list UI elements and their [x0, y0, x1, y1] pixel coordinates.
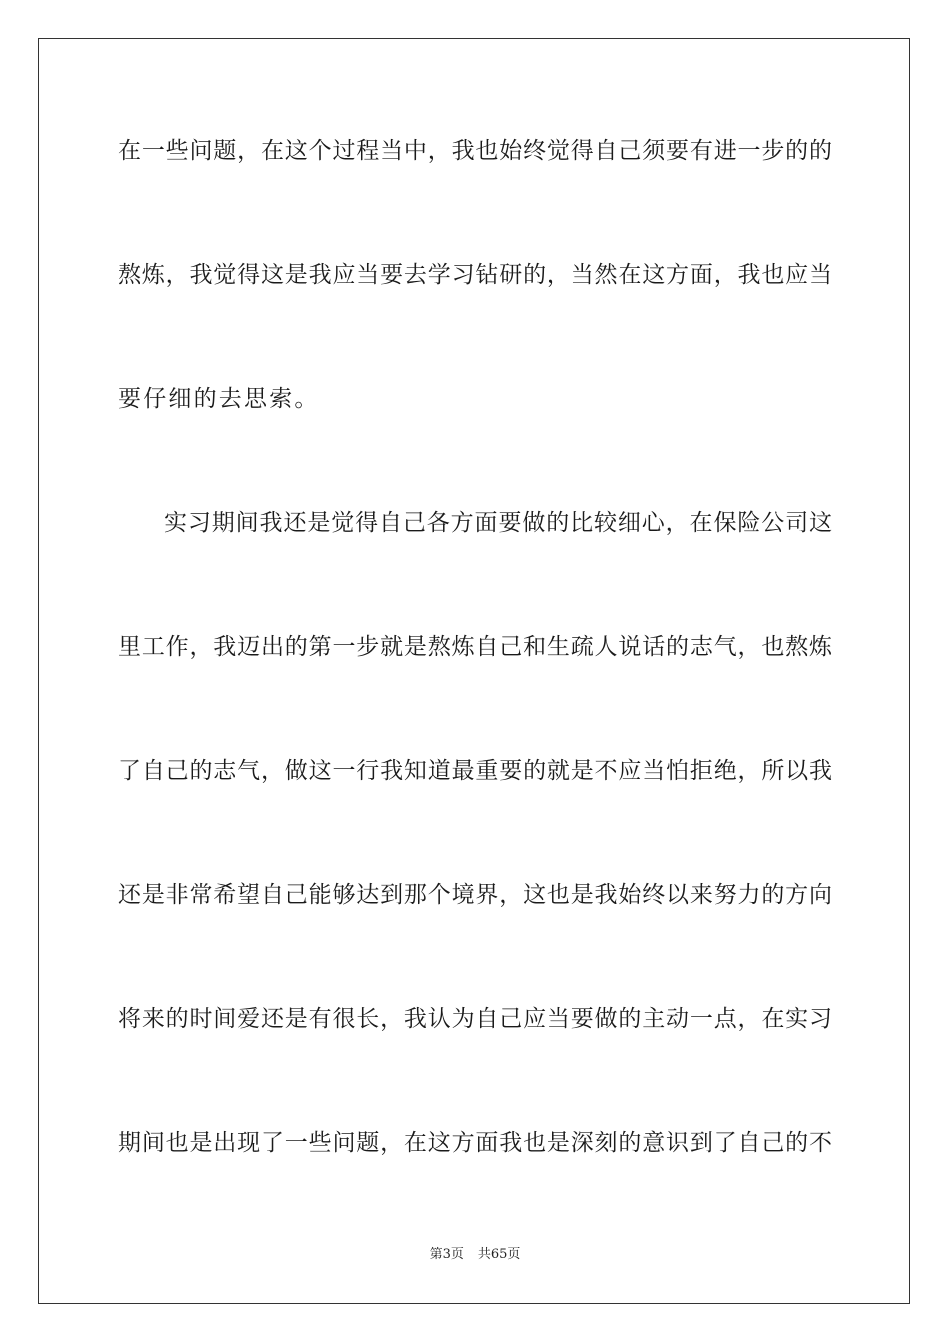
text-line-6: 了自己的志气，做这一行我知道最重要的就是不应当怕拒绝，所以我: [118, 758, 832, 784]
text-line-7: 还是非常希望自己能够达到那个境界，这也是我始终以来努力的方向: [118, 882, 832, 908]
text-line-1: 在一些问题，在这个过程当中，我也始终觉得自己须要有进一步的的: [118, 138, 832, 164]
page-total: 共65页: [477, 1247, 521, 1262]
text-line-4: 实习期间我还是觉得自己各方面要做的比较细心，在保险公司这: [164, 510, 832, 536]
page-number: 第3页: [429, 1247, 464, 1262]
page-footer: [0, 1246, 950, 1264]
text-line-3: 要仔细的去思索。: [118, 386, 320, 412]
page-border: [38, 38, 910, 1304]
text-line-9: 期间也是出现了一些问题，在这方面我也是深刻的意识到了自己的不: [118, 1130, 832, 1156]
text-line-2: 熬炼，我觉得这是我应当要去学习钻研的，当然在这方面，我也应当: [118, 262, 832, 288]
text-line-8: 将来的时间爱还是有很长，我认为自己应当要做的主动一点，在实习: [118, 1006, 832, 1032]
text-line-5: 里工作，我迈出的第一步就是熬炼自己和生疏人说话的志气，也熬炼: [118, 634, 832, 660]
